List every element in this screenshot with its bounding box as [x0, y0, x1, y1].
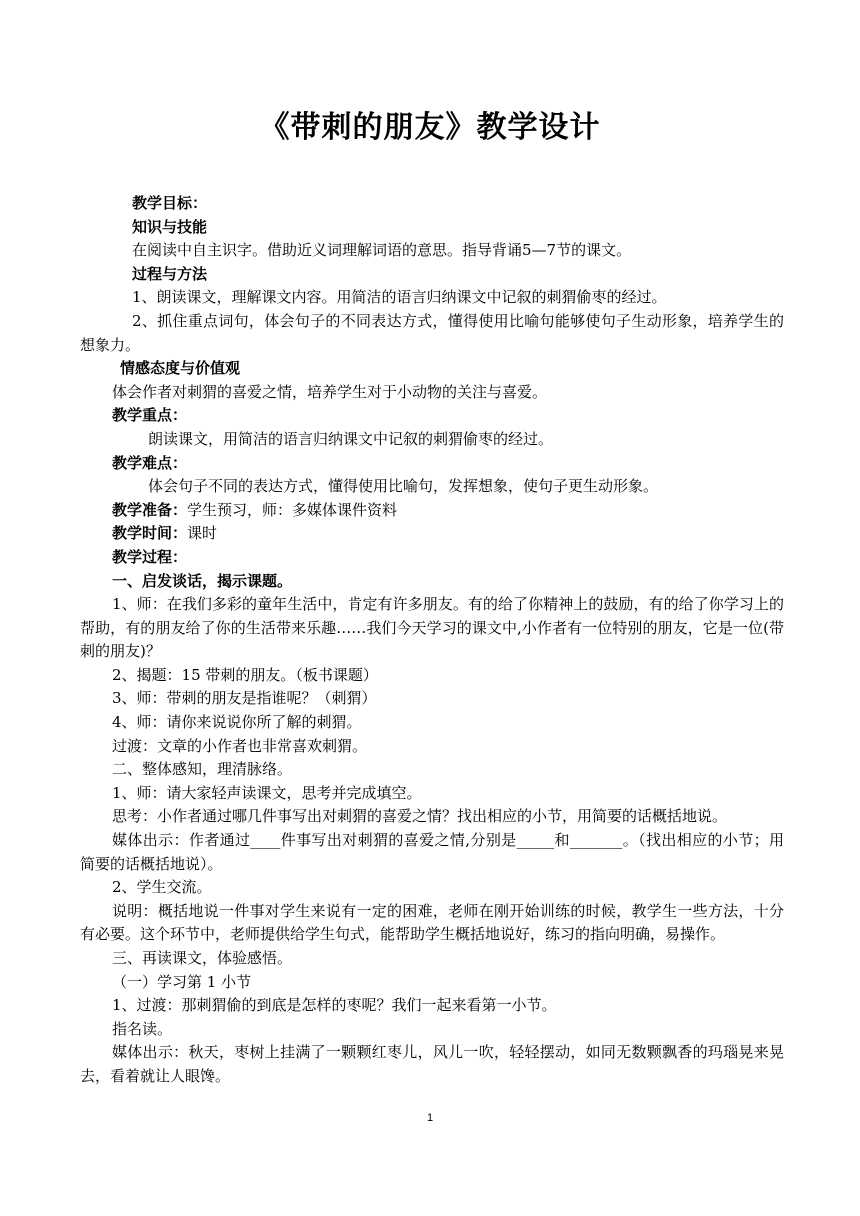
time-text: 课时 — [187, 524, 218, 543]
key-text: 朗读课文，用简洁的语言归纳课文中记叙的刺猬偷枣的经过。 — [148, 429, 554, 448]
prep-label: 教学准备： — [112, 500, 188, 519]
section-2-para-5: 说明：概括地说一件事对学生来说有一定的困难，老师在刚开始训练的时候，教学生一些方法，十分有必要。这个环节中，老师提供给学生句式，能帮助学生概括地说好，练习的指向明确，易操作。 — [80, 901, 784, 944]
emotion-text: 体会作者对刺猬的喜爱之情，培养学生对于小动物的关注与喜爱。 — [112, 382, 548, 401]
goals-heading: 教学目标： — [132, 194, 208, 212]
process-item-2: 2、抓住重点词句，体会句子的不同表达方式，懂得使用比喻句能够使句子生动形象，培养学生的想象力。 — [80, 311, 784, 354]
emotion-heading: 情感态度与价值观 — [120, 359, 241, 378]
key-heading: 教学重点： — [112, 406, 188, 425]
prep-line — [80, 499, 784, 523]
page-number: 1 — [426, 1112, 434, 1124]
prep-text: 学生预习，师：多媒体课件资料 — [187, 500, 398, 519]
section-1-para-5: 过渡：文章的小作者也非常喜欢刺猬。 — [112, 736, 368, 755]
section-1-heading: 一、启发谈话，揭示课题。 — [112, 571, 293, 590]
difficult-text: 体会句子不同的表达方式，懂得使用比喻句，发挥想象，使句子更生动形象。 — [148, 477, 659, 496]
document-body — [80, 192, 784, 1089]
section-1-para-4: 4、师：请你来说说你所了解的刺猬。 — [112, 713, 362, 732]
section-2-para-3: 媒体出示：作者通过____件事写出对刺猬的喜爱之情,分别是_____和_______。（找出相应的小节；用简要的话概括地说）。 — [80, 831, 784, 873]
section-3-para-3: 媒体出示：秋天，枣树上挂满了一颗颗红枣儿，风儿一吹，轻轻摆动，如同无数颗飘香的玛瑙晃来晃去，看着就让人眼馋。 — [80, 1043, 784, 1085]
process-item-1: 1、朗读课文，理解课文内容。用简洁的语言归纳课文中记叙的刺猬偷枣的经过。 — [132, 288, 667, 307]
procedure-heading: 教学过程： — [112, 547, 188, 566]
section-1-para-2: 2、揭题：15 带刺的朋友。（板书课题） — [112, 665, 378, 684]
section-2-para-1: 1、师：请大家轻声读课文，思考并完成填空。 — [112, 783, 422, 802]
section-1-para-3: 3、师：带刺的朋友是指谁呢？（刺猬） — [112, 689, 377, 708]
section-3-subheading-1: （一）学习第 1 小节 — [112, 972, 252, 991]
section-1-para-1: 1、师：在我们多彩的童年生活中，肯定有许多朋友。有的给了你精神上的鼓励，有的给了你学习上的帮助，有的朋友给了你的生活带来乐趣……我们今天学习的课文中,小作者有一位特别的朋友，它是一位(带刺的朋友)？ — [80, 595, 784, 661]
time-line — [80, 522, 784, 546]
section-2-para-2: 思考：小作者通过哪几件事写出对刺猬的喜爱之情？找出相应的小节，用简要的话概括地说。 — [112, 807, 728, 826]
section-2-heading: 二、整体感知，理清脉络。 — [112, 760, 293, 779]
process-heading: 过程与方法 — [132, 264, 208, 283]
section-3-para-2: 指名读。 — [112, 1019, 173, 1038]
time-label: 教学时间： — [112, 524, 188, 543]
document-title: 《带刺的朋友》教学设计 — [259, 110, 601, 145]
section-3-para-1: 1、过渡：那刺猬偷的到底是怎样的枣呢？我们一起来看第一小节。 — [112, 996, 557, 1015]
section-2-para-4: 2、学生交流。 — [112, 878, 212, 897]
knowledge-text: 在阅读中自主识字。借助近义词理解词语的意思。指导背诵5—7节的课文。 — [132, 241, 632, 260]
section-3-heading: 三、再读课文，体验感悟。 — [112, 949, 293, 967]
knowledge-heading: 知识与技能 — [132, 217, 208, 236]
difficult-heading: 教学难点： — [112, 453, 188, 472]
